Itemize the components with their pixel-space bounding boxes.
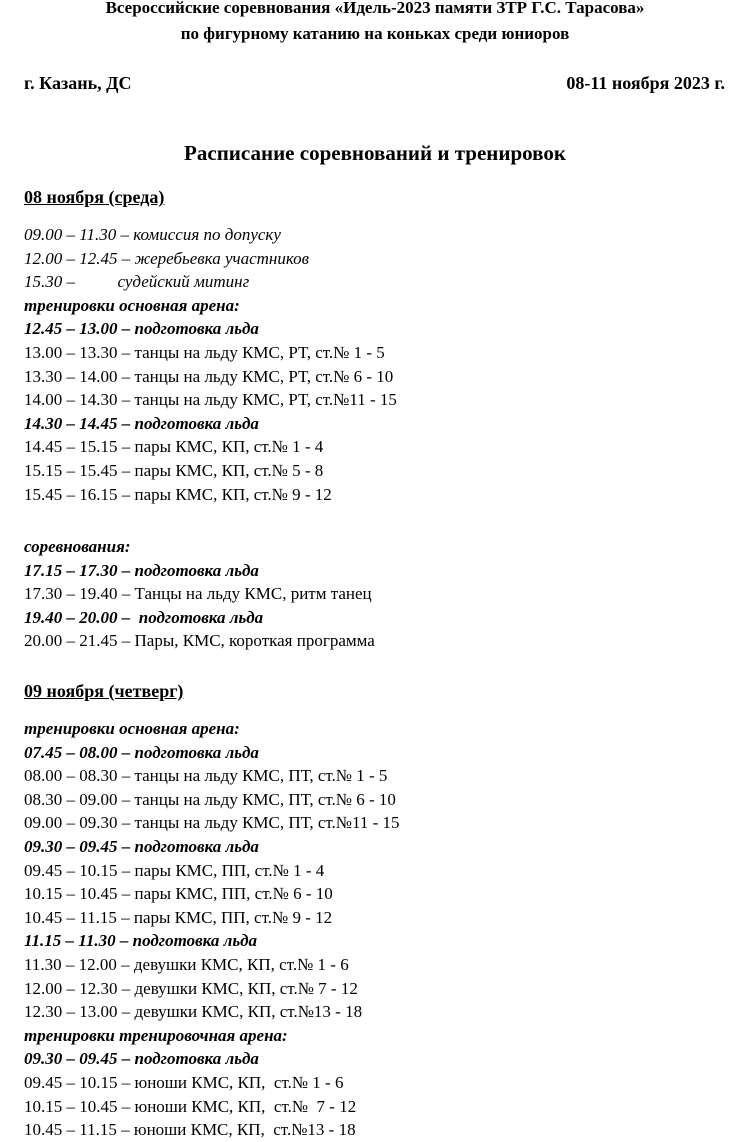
day-heading-nov-8: 08 ноября (среда) [24,187,165,207]
section-heading: тренировки основная арена: [24,719,240,738]
schedule-row: 09.30 – 09.45 – подготовка льда [24,1049,259,1069]
schedule-row: 17.30 – 19.40 – Танцы на льду КМС, ритм танец [24,584,372,604]
schedule-block-day2 [24,717,400,1142]
schedule-row: 15.45 – 16.15 – пары КМС, КП, ст.№ 9 - 12 [24,484,332,504]
schedule-row: 11.30 – 12.00 – девушки КМС, КП, ст.№ 1 - 6 [24,954,349,974]
schedule-row: 13.00 – 13.30 – танцы на льду КМС, РТ, ст.№ 1 - 5 [24,342,385,362]
document-title-line2: по фигурному катанию на коньках среди юниоров [180,24,570,43]
schedule-row: 15.30 – судейский митинг [24,272,250,292]
schedule-row: 09.00 – 11.30 – комиссия по допуску [24,225,281,244]
document-title-line1: Всероссийские соревнования «Идель-2023 памяти ЗТР Г.С. Тарасова» [105,0,645,17]
schedule-row: 11.15 – 11.30 – подготовка льда [24,931,258,951]
schedule-row: 13.30 – 14.00 – танцы на льду КМС, РТ, ст.№ 6 - 10 [24,366,394,386]
schedule-row: 12.45 – 13.00 – подготовка льда [24,319,259,339]
section-heading: соревнования: [24,537,131,556]
schedule-row: 12.00 – 12.30 – девушки КМС, КП, ст.№ 7 - 12 [24,978,358,998]
schedule-row: 10.45 – 11.15 – юноши КМС, КП, ст.№13 - 18 [24,1120,356,1140]
schedule-row: 08.00 – 08.30 – танцы на льду КМС, ПТ, ст.№ 1 - 5 [24,766,388,786]
section-heading: тренировки основная арена: [24,295,240,315]
schedule-row: 10.15 – 10.45 – юноши КМС, КП, ст.№ 7 - 12 [24,1096,357,1116]
schedule-row: 09.30 – 09.45 – подготовка льда [24,836,259,856]
section-heading: тренировки тренировочная арена: [24,1025,288,1045]
schedule-row: 08.30 – 09.00 – танцы на льду КМС, ПТ, ст.№ 6 - 10 [24,789,396,809]
schedule-row: 10.45 – 11.15 – пары КМС, ПП, ст.№ 9 - 12 [24,907,333,927]
schedule-row: 14.45 – 15.15 – пары КМС, КП, ст.№ 1 - 4 [24,437,324,457]
schedule-block-day1-training [24,223,397,506]
day-heading-nov-9: 09 ноября (четверг) [24,681,184,701]
schedule-row: 14.30 – 14.45 – подготовка льда [24,413,259,433]
schedule-row: 14.00 – 14.30 – танцы на льду КМС, РТ, ст.№11 - 15 [24,390,397,410]
schedule-row: 19.40 – 20.00 – подготовка льда [24,607,264,627]
schedule-row: 15.15 – 15.45 – пары КМС, КП, ст.№ 5 - 8 [24,460,324,480]
schedule-row: 17.15 – 17.30 – подготовка льда [24,560,259,580]
schedule-row: 09.00 – 09.30 – танцы на льду КМС, ПТ, ст.№11 - 15 [24,813,400,833]
schedule-row: 09.45 – 10.15 – пары КМС, ПП, ст.№ 1 - 4 [24,860,325,880]
schedule-row: 20.00 – 21.45 – Пары, КМС, короткая программа [24,631,375,651]
schedule-block-day1-competition [24,535,375,653]
schedule-title: Расписание соревнований и тренировок [184,141,566,165]
schedule-row: 12.30 – 13.00 – девушки КМС, КП, ст.№13 - 18 [24,1002,363,1022]
schedule-row: 09.45 – 10.15 – юноши КМС, КП, ст.№ 1 - 6 [24,1072,344,1092]
schedule-row: 12.00 – 12.45 – жеребьевка участников [24,248,310,268]
event-dates: 08-11 ноября 2023 г. [566,73,725,93]
schedule-row: 07.45 – 08.00 – подготовка льда [24,742,259,762]
location: г. Казань, ДС [24,73,132,93]
schedule-row: 10.15 – 10.45 – пары КМС, ПП, ст.№ 6 - 10 [24,884,333,904]
